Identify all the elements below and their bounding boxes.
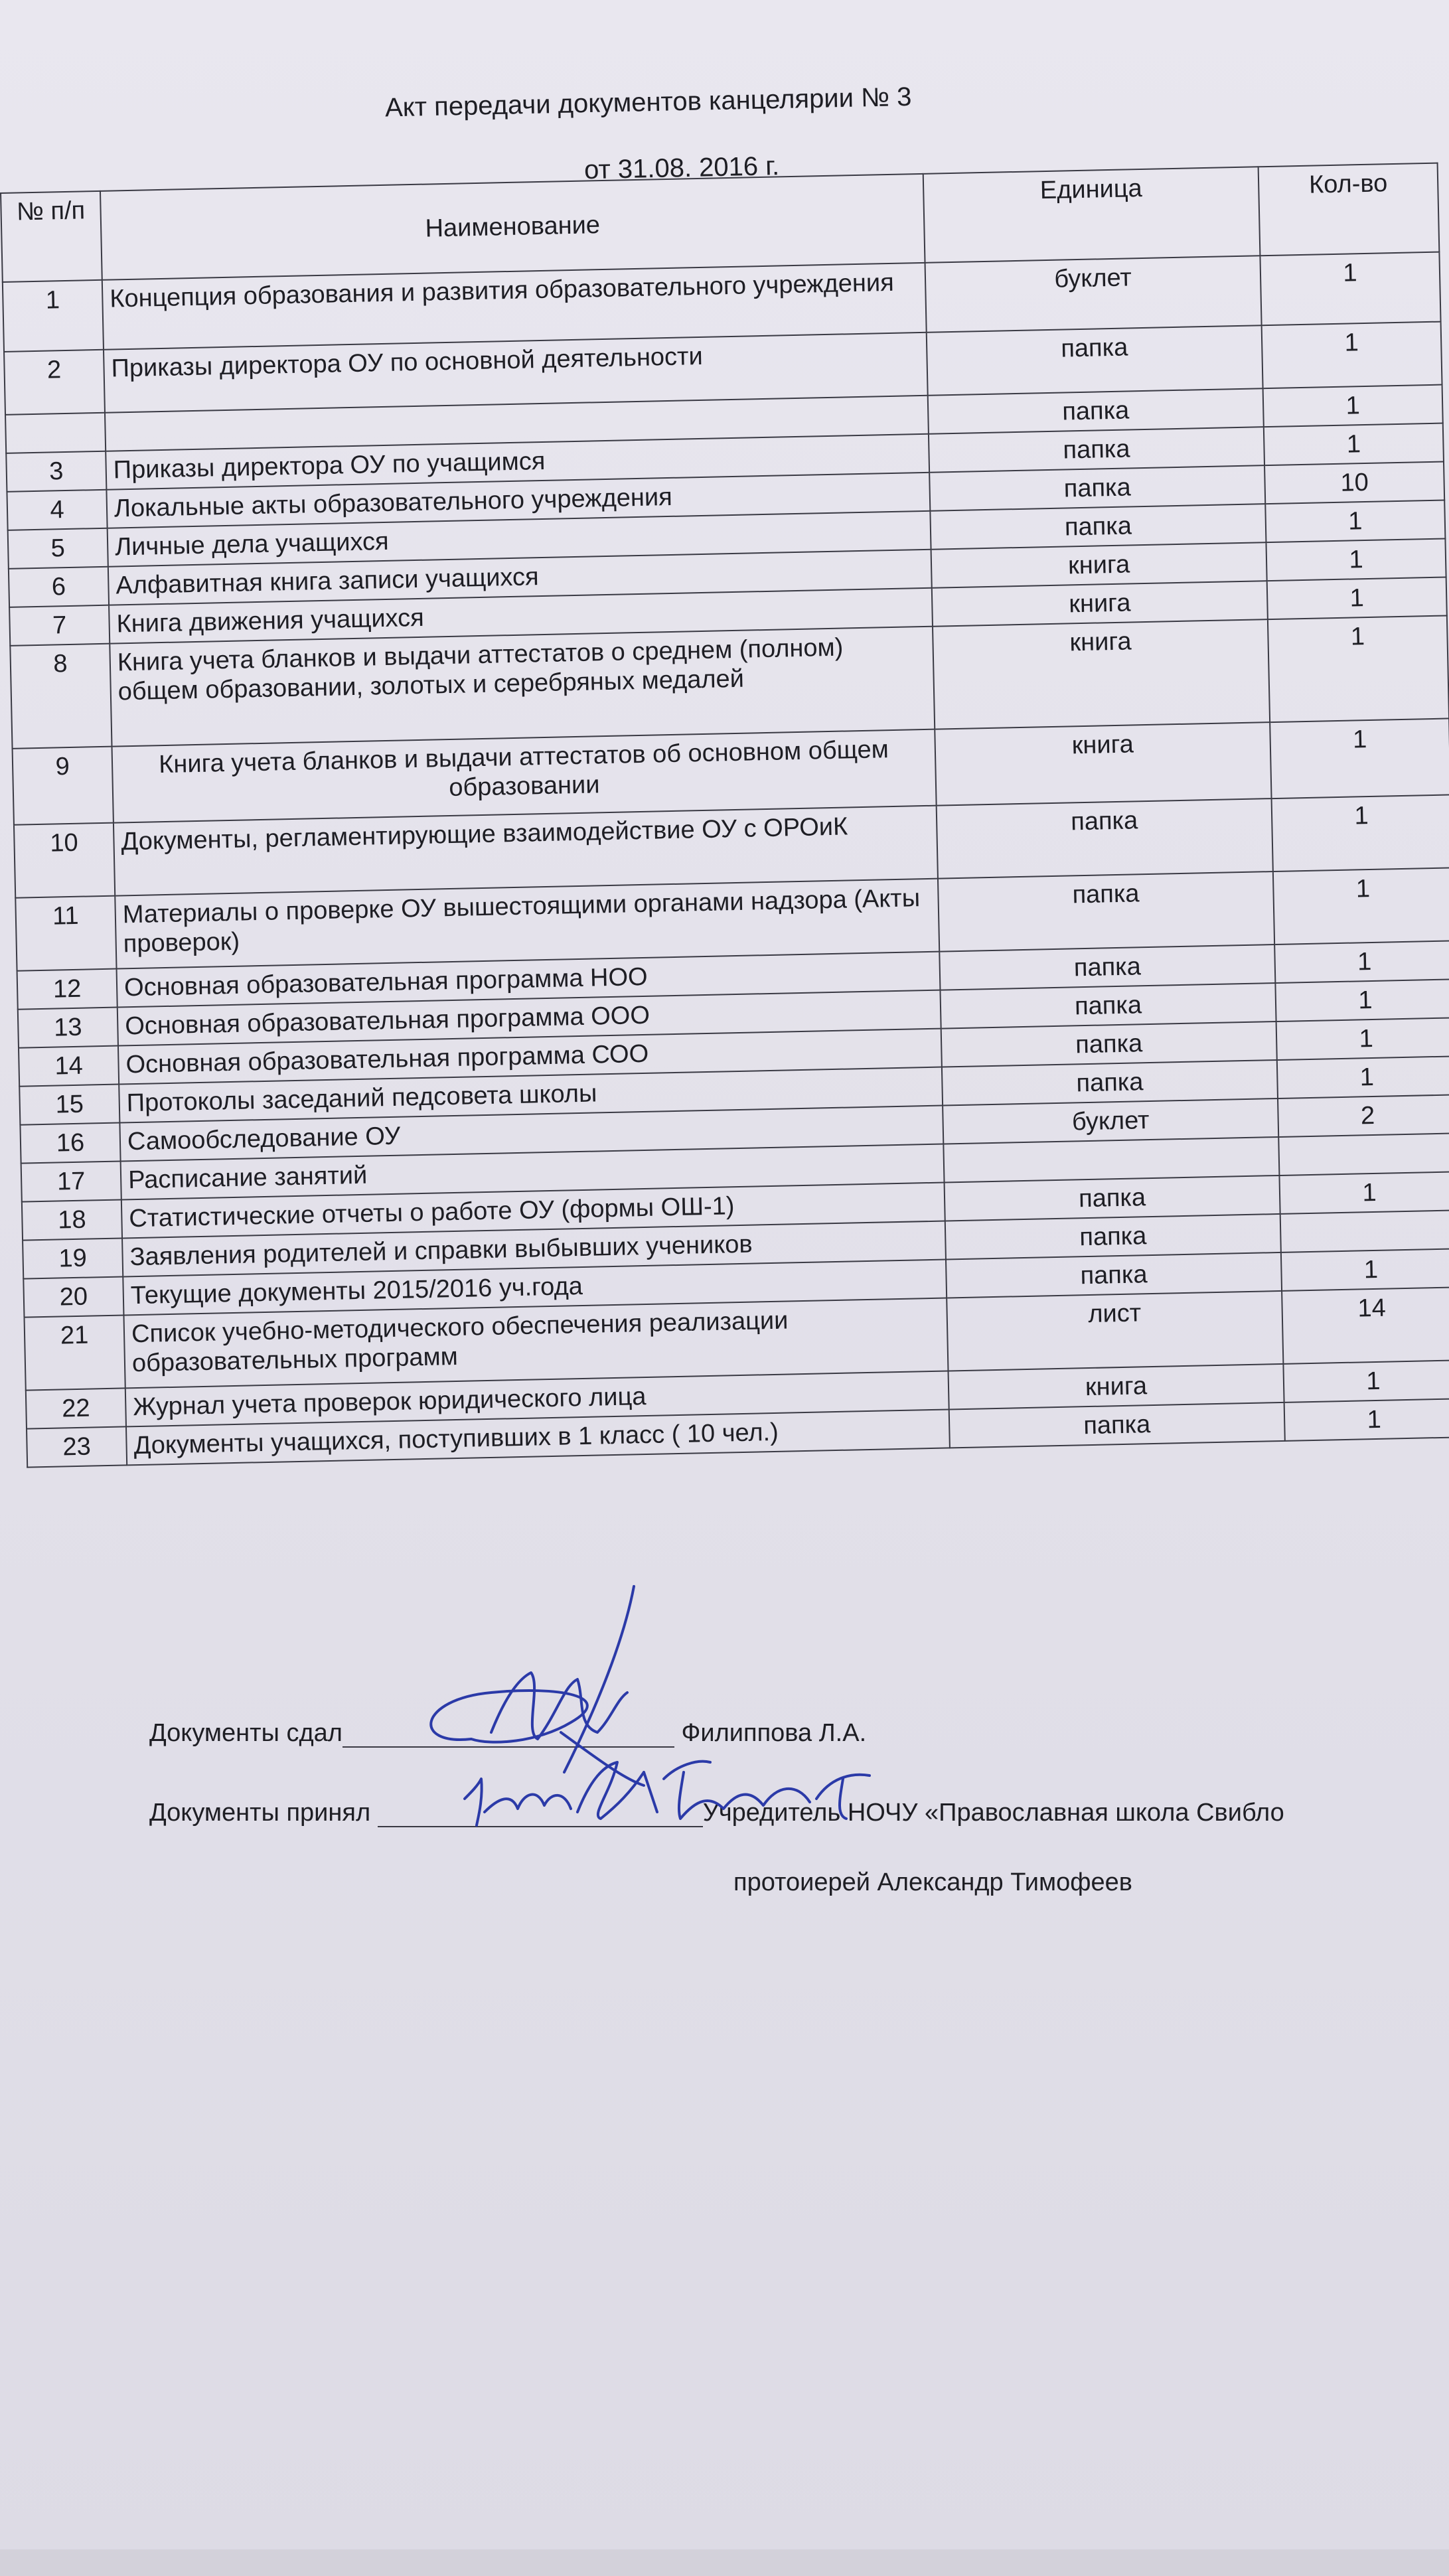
row-num: 3 (6, 451, 106, 492)
row-num: 7 (9, 605, 110, 646)
row-num: 4 (7, 490, 107, 530)
row-qty: 1 (1260, 252, 1440, 326)
row-qty: 1 (1274, 941, 1449, 983)
row-num: 6 (9, 567, 109, 607)
header-unit: Единица (923, 167, 1260, 263)
row-unit: папка (940, 983, 1276, 1029)
row-name: Книга учета бланков и выдачи аттестатов о среднем (полном) общем образовании, золотых и серебряных медалей (110, 627, 935, 747)
row-qty: 1 (1264, 423, 1444, 466)
row-num: 21 (24, 1315, 125, 1390)
row-num: 19 (23, 1238, 123, 1278)
row-qty: 1 (1265, 500, 1445, 543)
row-num: 8 (10, 644, 112, 749)
row-qty: 1 (1267, 577, 1447, 620)
document-title: Акт передачи документов канцелярии № 3 (384, 82, 912, 123)
row-name: Личные дела учащихся (108, 511, 931, 567)
row-qty: 1 (1279, 1172, 1449, 1214)
row-unit: папка (929, 465, 1265, 511)
handed-name: Филиппова Л.А. (681, 1719, 867, 1747)
row-name: Приказы директора ОУ по основной деятельности (104, 333, 928, 413)
documents-table-wrapper (0, 163, 1449, 1468)
row-unit: книга (935, 722, 1271, 806)
row-name: Статистические отчеты о работе ОУ (формы ОШ-1) (121, 1183, 945, 1239)
row-num: 11 (15, 896, 116, 971)
row-qty: 1 (1277, 1056, 1449, 1099)
row-name: Книга движения учащихся (109, 588, 933, 644)
row-name: Алфавитная книга записи учащихся (108, 550, 932, 605)
row-qty: 14 (1282, 1287, 1449, 1364)
row-name: Приказы директора ОУ по учащимся (106, 434, 929, 490)
row-num: 16 (20, 1123, 120, 1164)
row-unit: папка (938, 871, 1274, 952)
row-name: Документы учащихся, поступивших в 1 класс ( 10 чел.) (126, 1409, 950, 1465)
row-unit: книга (931, 542, 1267, 588)
row-qty: 2 (1278, 1095, 1449, 1137)
row-name: Расписание занятий (121, 1144, 945, 1200)
row-unit: папка (939, 945, 1275, 990)
row-unit: папка (941, 1022, 1277, 1067)
row-num: 12 (17, 969, 117, 1010)
row-qty: 1 (1281, 1249, 1449, 1291)
row-unit: папка (945, 1214, 1281, 1260)
row-qty: 10 (1264, 462, 1444, 504)
row-name: Самообследование ОУ (119, 1106, 943, 1162)
row-unit: книга (932, 581, 1268, 627)
received-label: Документы принял (149, 1799, 371, 1827)
row-name: Журнал учета проверок юридического лица (125, 1371, 949, 1426)
row-name: Основная образовательная программа НОО (117, 952, 941, 1008)
row-unit: буклет (925, 256, 1262, 333)
row-num: 22 (26, 1388, 126, 1428)
row-unit: папка (949, 1402, 1285, 1448)
row-num: 1 (3, 280, 104, 352)
row-qty: 1 (1266, 539, 1446, 581)
row-unit: папка (937, 798, 1273, 879)
row-unit: папка (942, 1060, 1278, 1106)
row-num: 14 (19, 1046, 119, 1087)
row-name: Концепция образования и развития образовательного учреждения (102, 263, 927, 350)
row-name: Основная образовательная программа СОО (118, 1029, 942, 1085)
row-name: Протоколы заседаний педсовета школы (119, 1067, 943, 1123)
row-num: 20 (23, 1276, 123, 1317)
header-qty: Кол-во (1258, 163, 1440, 256)
row-num: 5 (8, 528, 108, 569)
row-unit: папка (930, 504, 1266, 550)
documents-table (0, 163, 1449, 1468)
row-num (5, 413, 106, 453)
table-body (3, 252, 1449, 1468)
row-name: Книга учета бланков и выдачи аттестатов об основном общем образовании (112, 729, 937, 823)
row-name: Локальные акты образовательного учреждения (106, 473, 930, 528)
received-signature-ink (458, 1752, 883, 1845)
row-unit: папка (929, 427, 1264, 473)
row-qty: 1 (1262, 322, 1442, 389)
row-qty: 1 (1270, 718, 1449, 798)
row-unit (943, 1137, 1279, 1183)
row-unit: буклет (943, 1099, 1278, 1144)
row-qty: 1 (1283, 1360, 1449, 1402)
row-name: Материалы о проверке ОУ вышестоящими органами надзора (Акты проверок) (115, 879, 939, 969)
row-unit: книга (933, 619, 1270, 729)
row-name: Список учебно-методического обеспечения реализации образовательных программ (123, 1298, 948, 1388)
row-qty: 1 (1268, 615, 1449, 722)
row-qty (1280, 1210, 1449, 1252)
row-qty: 1 (1275, 979, 1449, 1022)
row-num: 17 (21, 1162, 121, 1202)
row-num: 18 (22, 1200, 122, 1241)
row-qty: 1 (1276, 1018, 1449, 1060)
row-name: Текущие документы 2015/2016 уч.года (123, 1260, 947, 1316)
row-unit: лист (947, 1291, 1283, 1371)
row-unit: папка (945, 1175, 1280, 1221)
row-num: 15 (19, 1085, 119, 1125)
row-num: 10 (14, 823, 115, 898)
row-unit: папка (927, 325, 1263, 396)
row-qty: 1 (1272, 795, 1449, 871)
row-unit: книга (948, 1364, 1284, 1410)
row-name: Документы, регламентирующие взаимодействие ОУ с ОРОиК (114, 806, 938, 896)
row-num: 23 (27, 1426, 127, 1467)
row-unit: папка (946, 1252, 1282, 1298)
row-qty: 1 (1273, 868, 1449, 945)
received-title: Учредитель НОЧУ «Православная школа Свибло (702, 1799, 1284, 1827)
row-name: Основная образовательная программа ООО (117, 990, 941, 1046)
document-date: от 31.08. 2016 г. (583, 151, 780, 185)
row-num: 13 (18, 1008, 118, 1048)
header-name: Наименование (100, 174, 925, 280)
row-qty (1278, 1133, 1449, 1175)
bottom-edge (0, 2549, 1449, 2576)
row-num: 9 (13, 747, 114, 825)
row-qty: 1 (1284, 1399, 1449, 1441)
row-qty: 1 (1263, 385, 1443, 427)
row-unit: папка (928, 388, 1264, 434)
row-name: Заявления родителей и справки выбывших учеников (122, 1221, 946, 1277)
handed-label: Документы сдал (149, 1719, 343, 1747)
row-num: 2 (4, 350, 105, 415)
received-name: протоиерей Александр Тимофеев (733, 1868, 1132, 1896)
header-num: № п/п (1, 191, 102, 282)
